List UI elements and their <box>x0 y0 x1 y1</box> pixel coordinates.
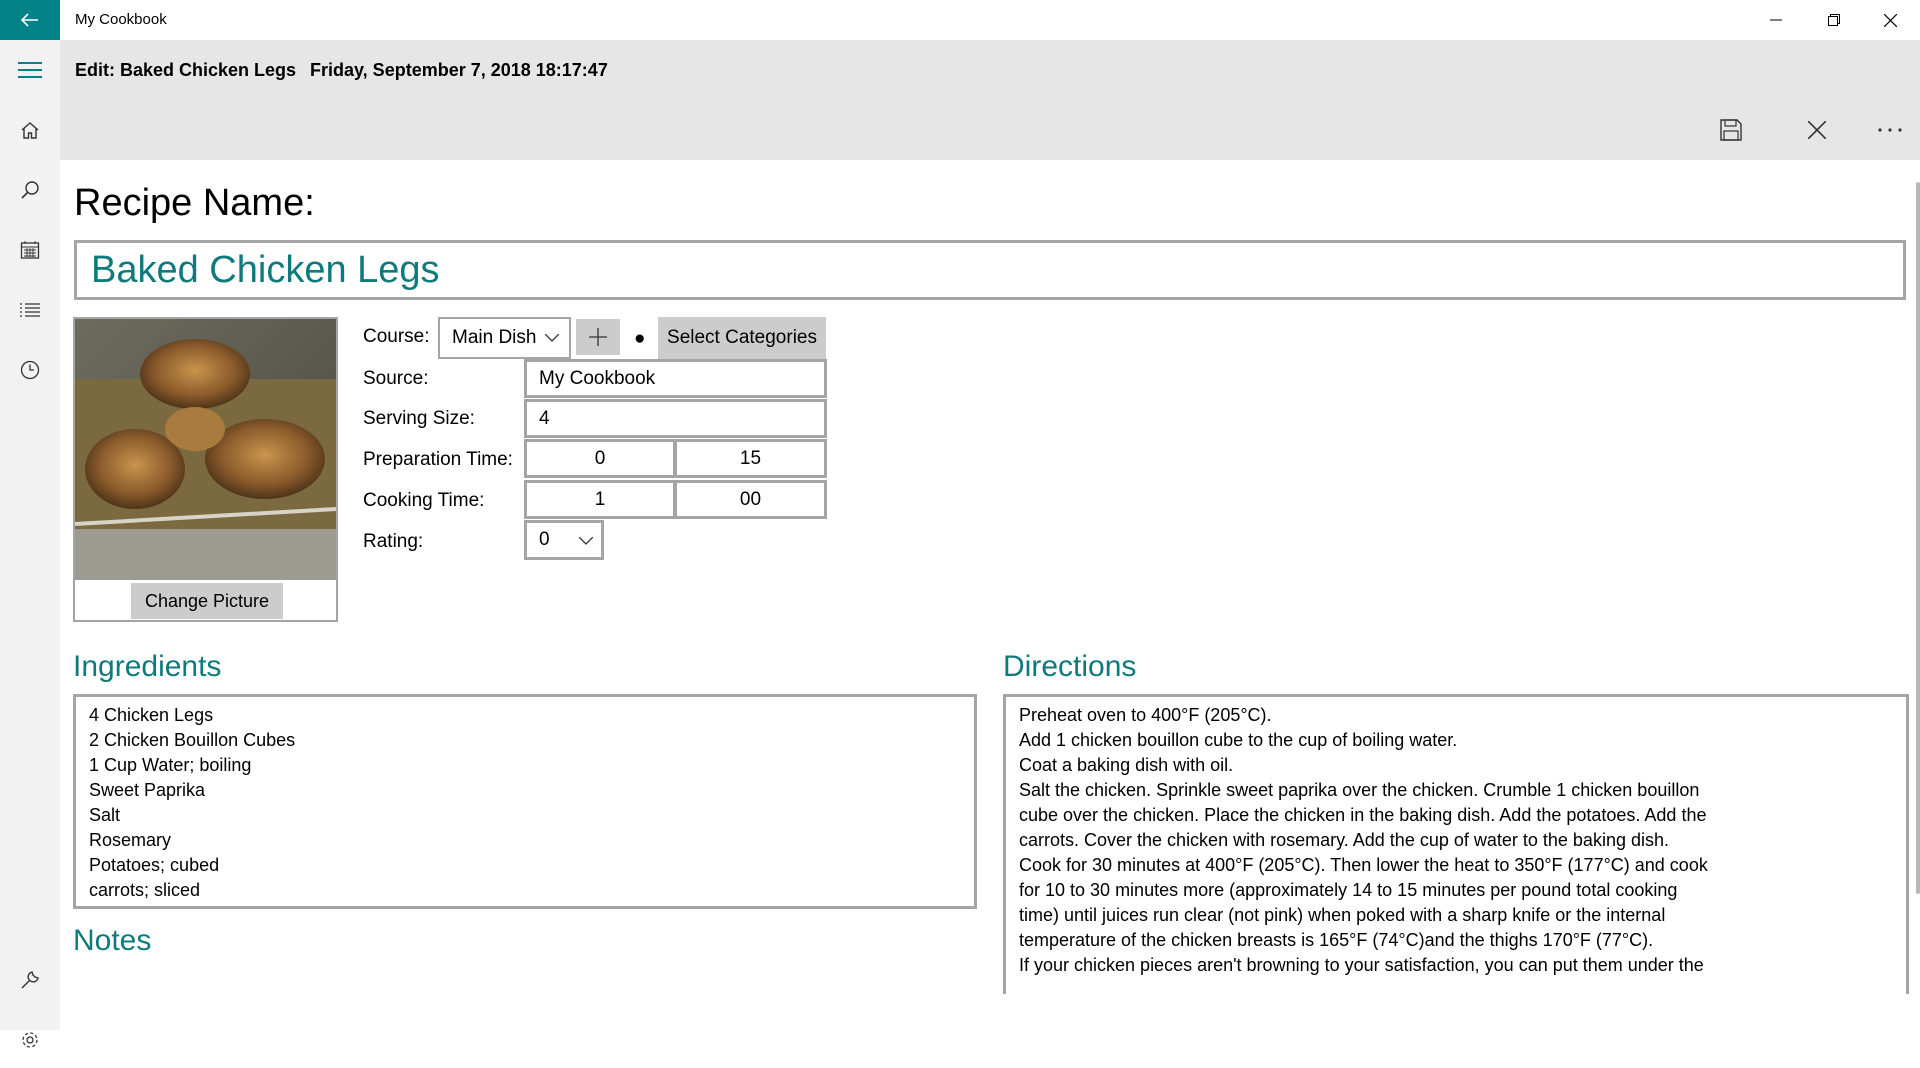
directions-heading: Directions <box>1003 650 1137 683</box>
header-date: Friday, September 7, 2018 18:17:47 <box>310 60 608 80</box>
course-value: Main Dish <box>452 327 537 348</box>
nav-calendar[interactable] <box>0 222 60 278</box>
prep-minutes-input[interactable] <box>674 439 827 478</box>
serving-size-value: 4 <box>539 408 550 429</box>
serving-size-input[interactable] <box>524 399 827 438</box>
ingredients-heading: Ingredients <box>73 650 222 683</box>
nav-settings[interactable] <box>0 1012 60 1068</box>
select-categories-button[interactable]: Select Categories <box>658 317 826 359</box>
ingredient-line: Salt <box>89 805 121 825</box>
cook-hours-input[interactable] <box>524 480 676 519</box>
app-title: My Cookbook <box>75 11 167 28</box>
direction-line: Preheat oven to 400°F (205°C). <box>1019 705 1272 725</box>
chevron-down-icon <box>545 334 559 342</box>
rating-label: Rating: <box>363 531 424 552</box>
direction-line: Cook for 30 minutes at 400°F (205°C). Then lower the heat to 350°F (177°C) and cook <box>1019 855 1708 875</box>
recipe-name-input[interactable] <box>74 240 1906 300</box>
prep-minutes-value: 15 <box>739 448 762 469</box>
ingredient-line: 4 Chicken Legs <box>89 705 214 725</box>
ingredient-line: Rosemary <box>89 830 172 850</box>
restore-button[interactable] <box>1806 0 1862 40</box>
cancel-button[interactable] <box>1782 100 1852 160</box>
ingredient-line: 1 Cup Water; boiling <box>89 755 252 775</box>
rating-value: 0 <box>539 529 550 550</box>
nav-list[interactable] <box>0 282 60 338</box>
rating-dropdown[interactable] <box>524 520 604 560</box>
more-button[interactable] <box>1855 100 1920 160</box>
hamburger-button[interactable] <box>0 42 60 98</box>
gear-icon <box>20 1030 40 1050</box>
home-icon <box>20 120 40 140</box>
source-label: Source: <box>363 368 429 389</box>
direction-line: If your chicken pieces aren't browning to your satisfaction, you can put them under the <box>1019 955 1704 975</box>
minimize-icon <box>1770 14 1782 26</box>
ingredient-line: 2 Chicken Bouillon Cubes <box>89 730 296 750</box>
more-icon <box>1878 128 1902 132</box>
ingredients-list <box>76 697 974 909</box>
calendar-icon <box>20 240 40 260</box>
save-button[interactable] <box>1696 100 1766 160</box>
clock-icon <box>20 360 40 380</box>
recipe-name-label: Recipe Name: <box>74 182 315 224</box>
nav-home[interactable] <box>0 102 60 158</box>
recipe-editor <box>60 160 1920 1030</box>
ingredient-line: carrots; sliced <box>89 880 201 900</box>
prep-hours-value: 0 <box>594 448 606 469</box>
recipe-photo-frame <box>73 317 338 622</box>
page-header <box>60 40 1920 100</box>
cooking-time-label: Cooking Time: <box>363 490 485 511</box>
serving-size-label: Serving Size: <box>363 408 475 429</box>
prep-time-label: Preparation Time: <box>363 449 513 470</box>
course-dropdown[interactable] <box>438 317 571 359</box>
nav-search[interactable] <box>0 162 60 218</box>
direction-line: time) until juices run clear (not pink) when poked with a sharp knife or the internal <box>1019 905 1666 925</box>
plus-icon <box>589 328 607 346</box>
direction-line: Salt the chicken. Sprinkle sweet paprika over the chicken. Crumble 1 chicken bouillon <box>1019 780 1700 800</box>
ingredient-line: Sweet Paprika <box>89 780 206 800</box>
source-input[interactable] <box>524 359 827 398</box>
change-picture-button[interactable]: Change Picture <box>131 583 283 619</box>
close-icon <box>1884 14 1897 27</box>
direction-line: Coat a baking dish with oil. <box>1019 755 1234 775</box>
cook-minutes-input[interactable] <box>674 480 827 519</box>
direction-line: temperature of the chicken breasts is 165°F (74°C)and the thighs 170°F (77°C). <box>1019 930 1654 950</box>
list-icon <box>20 302 40 318</box>
nav-history[interactable] <box>0 342 60 398</box>
source-value: My Cookbook <box>539 368 656 389</box>
title-bar <box>0 0 1920 40</box>
close-window-button[interactable] <box>1862 0 1918 40</box>
restore-icon <box>1828 14 1840 26</box>
wrench-icon <box>20 970 40 990</box>
nav-tools[interactable] <box>0 952 60 1008</box>
cook-hours-value: 1 <box>594 489 606 510</box>
direction-line: for 10 to 30 minutes more (approximately 14 to 15 minutes per pound total cooking <box>1019 880 1678 900</box>
content-scrollbar[interactable] <box>1916 182 1920 894</box>
prep-hours-input[interactable] <box>524 439 676 478</box>
add-course-button[interactable] <box>576 319 620 355</box>
chevron-down-icon <box>579 537 593 545</box>
back-arrow-icon <box>21 13 39 27</box>
page-title: Edit: Baked Chicken Legs <box>75 60 297 80</box>
direction-line: Add 1 chicken bouillon cube to the cup of boiling water. <box>1019 730 1458 750</box>
course-label: Course: <box>363 326 430 347</box>
save-icon <box>1720 119 1742 141</box>
recipe-name-value: Baked Chicken Legs <box>91 249 440 291</box>
cook-minutes-value: 00 <box>739 489 762 510</box>
direction-line: carrots. Cover the chicken with rosemary. Add the cup of water to the baking dish. <box>1019 830 1669 850</box>
hamburger-icon <box>18 61 42 79</box>
directions-textbox[interactable] <box>1003 694 1909 994</box>
command-bar <box>60 100 1920 160</box>
ingredients-textbox[interactable] <box>73 694 977 909</box>
nav-sidebar <box>0 40 60 1030</box>
recipe-photo <box>75 319 336 580</box>
separator-dot: ● <box>634 328 646 349</box>
direction-line: cube over the chicken. Place the chicken in the baking dish. Add the potatoes. Add the <box>1019 805 1707 825</box>
back-button[interactable] <box>0 0 60 40</box>
minimize-button[interactable] <box>1748 0 1804 40</box>
close-icon <box>1808 121 1826 139</box>
search-icon <box>20 180 40 200</box>
notes-heading: Notes <box>73 924 152 957</box>
directions-list <box>1006 697 1906 984</box>
ingredient-line: Potatoes; cubed <box>89 855 220 875</box>
